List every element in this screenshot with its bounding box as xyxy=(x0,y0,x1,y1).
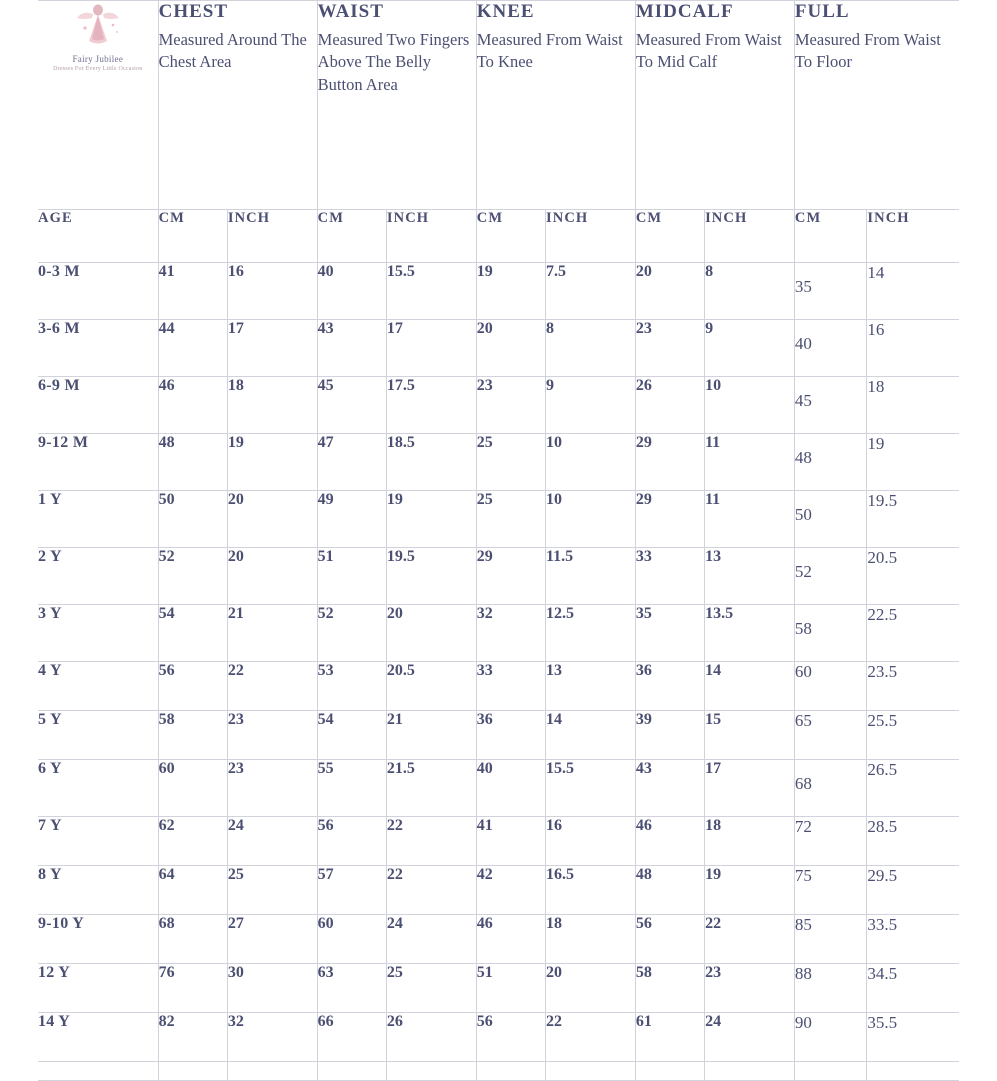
cell-chest-inch: 20 xyxy=(227,491,317,548)
cell-full-cm: 68 xyxy=(794,760,867,817)
cell-waist-inch: 20.5 xyxy=(386,662,476,711)
cell-full-inch: 18 xyxy=(867,377,959,434)
cell-knee-inch: 15.5 xyxy=(546,760,636,817)
cell-midcalf-inch: 11 xyxy=(705,491,795,548)
cell-waist-inch: 20 xyxy=(386,605,476,662)
header-midcalf xyxy=(635,1,794,210)
cell-waist-inch: 15.5 xyxy=(386,263,476,320)
cell-chest-cm: 48 xyxy=(158,434,227,491)
table-row xyxy=(38,760,959,817)
cell-full-inch: 25.5 xyxy=(867,711,959,760)
cell-waist-cm: 45 xyxy=(317,377,386,434)
cell-age: 3-6 M xyxy=(38,320,158,377)
cell-waist-inch: 21.5 xyxy=(386,760,476,817)
cell-age: 4 Y xyxy=(38,662,158,711)
cell-waist-cm: 52 xyxy=(317,605,386,662)
cell-midcalf-inch: 11 xyxy=(705,434,795,491)
cell-knee-inch: 12.5 xyxy=(546,605,636,662)
cell-full-inch: 34.5 xyxy=(867,964,959,1013)
cell-knee-inch: 13 xyxy=(546,662,636,711)
cell-waist-inch: 17.5 xyxy=(386,377,476,434)
cell-full-cm: 58 xyxy=(794,605,867,662)
cell-waist-cm: 60 xyxy=(317,915,386,964)
cell-midcalf-inch: 10 xyxy=(705,377,795,434)
table-row xyxy=(38,605,959,662)
cell-midcalf-inch: 14 xyxy=(705,662,795,711)
cell-age: 6-9 M xyxy=(38,377,158,434)
table-row xyxy=(38,434,959,491)
cell-full-inch: 14 xyxy=(867,263,959,320)
table-row xyxy=(38,1013,959,1062)
column-header-knee-cm: CM xyxy=(476,210,545,263)
cell-waist-inch: 22 xyxy=(386,817,476,866)
cell-knee-cm: 29 xyxy=(476,548,545,605)
cell-knee-inch: 8 xyxy=(546,320,636,377)
column-header-waist-cm: CM xyxy=(317,210,386,263)
cell-age: 9-10 Y xyxy=(38,915,158,964)
cell-full-inch: 19 xyxy=(867,434,959,491)
cell-knee-cm: 51 xyxy=(476,964,545,1013)
cell-full-cm: 65 xyxy=(794,711,867,760)
cell-full-cm: 88 xyxy=(794,964,867,1013)
cell-empty xyxy=(227,1062,317,1081)
brand-logo xyxy=(50,1,146,72)
cell-chest-cm: 41 xyxy=(158,263,227,320)
column-header-midcalf-cm: CM xyxy=(635,210,704,263)
cell-full-inch: 20.5 xyxy=(867,548,959,605)
cell-midcalf-cm: 58 xyxy=(635,964,704,1013)
cell-full-inch: 35.5 xyxy=(867,1013,959,1062)
cell-age: 3 Y xyxy=(38,605,158,662)
cell-full-cm: 90 xyxy=(794,1013,867,1062)
cell-knee-cm: 25 xyxy=(476,434,545,491)
column-header-midcalf-inch: INCH xyxy=(705,210,795,263)
cell-midcalf-inch: 24 xyxy=(705,1013,795,1062)
cell-chest-cm: 58 xyxy=(158,711,227,760)
cell-midcalf-inch: 18 xyxy=(705,817,795,866)
table-row xyxy=(38,377,959,434)
table-row xyxy=(38,491,959,548)
cell-age: 7 Y xyxy=(38,817,158,866)
cell-chest-inch: 25 xyxy=(227,866,317,915)
cell-full-inch: 26.5 xyxy=(867,760,959,817)
cell-chest-cm: 62 xyxy=(158,817,227,866)
cell-knee-inch: 14 xyxy=(546,711,636,760)
cell-chest-cm: 56 xyxy=(158,662,227,711)
cell-full-inch: 16 xyxy=(867,320,959,377)
cell-waist-cm: 55 xyxy=(317,760,386,817)
cell-empty xyxy=(158,1062,227,1081)
cell-knee-cm: 56 xyxy=(476,1013,545,1062)
cell-waist-inch: 18.5 xyxy=(386,434,476,491)
header-full-desc: Measured From Waist To Floor xyxy=(794,30,941,72)
header-knee-title: KNEE xyxy=(476,1,535,22)
table-row xyxy=(38,915,959,964)
cell-midcalf-inch: 13.5 xyxy=(705,605,795,662)
table-row xyxy=(38,320,959,377)
cell-midcalf-cm: 33 xyxy=(635,548,704,605)
cell-midcalf-cm: 39 xyxy=(635,711,704,760)
cell-knee-inch: 16 xyxy=(546,817,636,866)
cell-waist-cm: 57 xyxy=(317,866,386,915)
cell-age: 5 Y xyxy=(38,711,158,760)
header-knee xyxy=(476,1,635,210)
column-header-chest-cm: CM xyxy=(158,210,227,263)
cell-knee-cm: 25 xyxy=(476,491,545,548)
cell-empty xyxy=(546,1062,636,1081)
cell-chest-inch: 19 xyxy=(227,434,317,491)
cell-chest-inch: 23 xyxy=(227,760,317,817)
cell-chest-inch: 17 xyxy=(227,320,317,377)
header-chest xyxy=(158,1,317,210)
cell-waist-inch: 25 xyxy=(386,964,476,1013)
cell-midcalf-inch: 13 xyxy=(705,548,795,605)
header-full-title: FULL xyxy=(794,1,850,22)
cell-waist-cm: 47 xyxy=(317,434,386,491)
cell-knee-cm: 36 xyxy=(476,711,545,760)
cell-chest-cm: 64 xyxy=(158,866,227,915)
cell-knee-cm: 40 xyxy=(476,760,545,817)
cell-chest-cm: 68 xyxy=(158,915,227,964)
cell-chest-cm: 52 xyxy=(158,548,227,605)
cell-knee-inch: 9 xyxy=(546,377,636,434)
brand-name: Fairy Jubilee xyxy=(72,54,124,64)
cell-chest-inch: 18 xyxy=(227,377,317,434)
cell-waist-inch: 17 xyxy=(386,320,476,377)
cell-midcalf-cm: 36 xyxy=(635,662,704,711)
cell-full-inch: 22.5 xyxy=(867,605,959,662)
cell-age: 0-3 M xyxy=(38,263,158,320)
column-header-knee-inch: INCH xyxy=(546,210,636,263)
cell-full-inch: 28.5 xyxy=(867,817,959,866)
cell-empty xyxy=(317,1062,386,1081)
cell-age: 14 Y xyxy=(38,1013,158,1062)
cell-chest-cm: 50 xyxy=(158,491,227,548)
cell-empty xyxy=(386,1062,476,1081)
cell-full-cm: 50 xyxy=(794,491,867,548)
cell-chest-inch: 21 xyxy=(227,605,317,662)
cell-knee-inch: 11.5 xyxy=(546,548,636,605)
cell-waist-inch: 19.5 xyxy=(386,548,476,605)
cell-waist-inch: 21 xyxy=(386,711,476,760)
header-waist xyxy=(317,1,476,210)
cell-waist-cm: 54 xyxy=(317,711,386,760)
cell-chest-inch: 20 xyxy=(227,548,317,605)
cell-midcalf-inch: 9 xyxy=(705,320,795,377)
brand-tagline: Dresses For Every Little Occasion xyxy=(53,66,143,72)
cell-waist-cm: 40 xyxy=(317,263,386,320)
cell-chest-inch: 27 xyxy=(227,915,317,964)
cell-chest-cm: 44 xyxy=(158,320,227,377)
cell-chest-inch: 24 xyxy=(227,817,317,866)
cell-waist-inch: 26 xyxy=(386,1013,476,1062)
cell-knee-cm: 33 xyxy=(476,662,545,711)
cell-midcalf-cm: 61 xyxy=(635,1013,704,1062)
header-knee-desc: Measured From Waist To Knee xyxy=(476,30,623,72)
cell-full-inch: 23.5 xyxy=(867,662,959,711)
cell-midcalf-inch: 8 xyxy=(705,263,795,320)
table-row xyxy=(38,548,959,605)
header-chest-desc: Measured Around The Chest Area xyxy=(158,30,307,72)
cell-midcalf-cm: 35 xyxy=(635,605,704,662)
cell-chest-inch: 30 xyxy=(227,964,317,1013)
cell-knee-inch: 10 xyxy=(546,434,636,491)
cell-knee-cm: 42 xyxy=(476,866,545,915)
cell-midcalf-cm: 43 xyxy=(635,760,704,817)
cell-knee-inch: 18 xyxy=(546,915,636,964)
cell-midcalf-inch: 19 xyxy=(705,866,795,915)
cell-midcalf-inch: 17 xyxy=(705,760,795,817)
header-midcalf-title: MIDCALF xyxy=(635,1,734,22)
cell-full-cm: 52 xyxy=(794,548,867,605)
column-header-full-cm: CM xyxy=(794,210,867,263)
size-chart-table xyxy=(38,0,959,1081)
cell-waist-cm: 51 xyxy=(317,548,386,605)
cell-chest-cm: 46 xyxy=(158,377,227,434)
table-row xyxy=(38,662,959,711)
cell-waist-cm: 43 xyxy=(317,320,386,377)
cell-midcalf-cm: 46 xyxy=(635,817,704,866)
fairy-dress-icon xyxy=(65,1,131,47)
cell-age: 6 Y xyxy=(38,760,158,817)
cell-chest-cm: 82 xyxy=(158,1013,227,1062)
cell-midcalf-cm: 48 xyxy=(635,866,704,915)
cell-waist-cm: 56 xyxy=(317,817,386,866)
header-midcalf-desc: Measured From Waist To Mid Calf xyxy=(635,30,782,72)
table-row xyxy=(38,866,959,915)
cell-knee-cm: 46 xyxy=(476,915,545,964)
cell-age: 8 Y xyxy=(38,866,158,915)
cell-chest-inch: 16 xyxy=(227,263,317,320)
table-row xyxy=(38,263,959,320)
cell-age: 2 Y xyxy=(38,548,158,605)
cell-midcalf-cm: 29 xyxy=(635,491,704,548)
column-header-waist-inch: INCH xyxy=(386,210,476,263)
cell-knee-inch: 22 xyxy=(546,1013,636,1062)
cell-full-cm: 72 xyxy=(794,817,867,866)
cell-waist-cm: 66 xyxy=(317,1013,386,1062)
cell-chest-cm: 60 xyxy=(158,760,227,817)
cell-empty xyxy=(705,1062,795,1081)
cell-waist-inch: 19 xyxy=(386,491,476,548)
cell-midcalf-inch: 23 xyxy=(705,964,795,1013)
cell-chest-inch: 22 xyxy=(227,662,317,711)
cell-age: 12 Y xyxy=(38,964,158,1013)
cell-knee-inch: 7.5 xyxy=(546,263,636,320)
cell-full-inch: 33.5 xyxy=(867,915,959,964)
cell-empty xyxy=(794,1062,867,1081)
cell-age: 9-12 M xyxy=(38,434,158,491)
cell-age: 1 Y xyxy=(38,491,158,548)
cell-chest-inch: 23 xyxy=(227,711,317,760)
cell-empty xyxy=(867,1062,959,1081)
cell-full-cm: 48 xyxy=(794,434,867,491)
cell-empty xyxy=(38,1062,158,1081)
cell-empty xyxy=(635,1062,704,1081)
cell-full-cm: 45 xyxy=(794,377,867,434)
cell-knee-cm: 23 xyxy=(476,377,545,434)
cell-midcalf-cm: 26 xyxy=(635,377,704,434)
header-full xyxy=(794,1,959,210)
column-header-full-inch: INCH xyxy=(867,210,959,263)
cell-waist-cm: 49 xyxy=(317,491,386,548)
header-waist-desc: Measured Two Fingers Above The Belly Button Area xyxy=(317,30,470,94)
table-row xyxy=(38,964,959,1013)
cell-full-cm: 75 xyxy=(794,866,867,915)
brand-logo-cell xyxy=(38,1,158,210)
cell-knee-cm: 19 xyxy=(476,263,545,320)
measurement-header-row xyxy=(38,1,959,210)
cell-full-inch: 19.5 xyxy=(867,491,959,548)
column-header-age: AGE xyxy=(38,210,158,263)
cell-waist-cm: 53 xyxy=(317,662,386,711)
cell-chest-cm: 76 xyxy=(158,964,227,1013)
column-header-row xyxy=(38,210,959,263)
cell-knee-cm: 20 xyxy=(476,320,545,377)
cell-midcalf-cm: 29 xyxy=(635,434,704,491)
cell-midcalf-inch: 15 xyxy=(705,711,795,760)
cell-knee-cm: 32 xyxy=(476,605,545,662)
cell-empty xyxy=(476,1062,545,1081)
cell-waist-inch: 22 xyxy=(386,866,476,915)
cell-chest-inch: 32 xyxy=(227,1013,317,1062)
cell-full-cm: 60 xyxy=(794,662,867,711)
cell-midcalf-cm: 23 xyxy=(635,320,704,377)
table-row xyxy=(38,711,959,760)
column-header-chest-inch: INCH xyxy=(227,210,317,263)
cell-knee-inch: 20 xyxy=(546,964,636,1013)
cell-midcalf-cm: 56 xyxy=(635,915,704,964)
table-row-partial xyxy=(38,1062,959,1081)
header-waist-title: WAIST xyxy=(317,1,384,22)
cell-knee-inch: 16.5 xyxy=(546,866,636,915)
cell-waist-cm: 63 xyxy=(317,964,386,1013)
cell-full-cm: 40 xyxy=(794,320,867,377)
cell-midcalf-cm: 20 xyxy=(635,263,704,320)
cell-full-cm: 85 xyxy=(794,915,867,964)
cell-full-inch: 29.5 xyxy=(867,866,959,915)
cell-chest-cm: 54 xyxy=(158,605,227,662)
cell-midcalf-inch: 22 xyxy=(705,915,795,964)
cell-waist-inch: 24 xyxy=(386,915,476,964)
table-row xyxy=(38,817,959,866)
cell-full-cm: 35 xyxy=(794,263,867,320)
header-chest-title: CHEST xyxy=(158,1,229,22)
cell-knee-cm: 41 xyxy=(476,817,545,866)
cell-knee-inch: 10 xyxy=(546,491,636,548)
